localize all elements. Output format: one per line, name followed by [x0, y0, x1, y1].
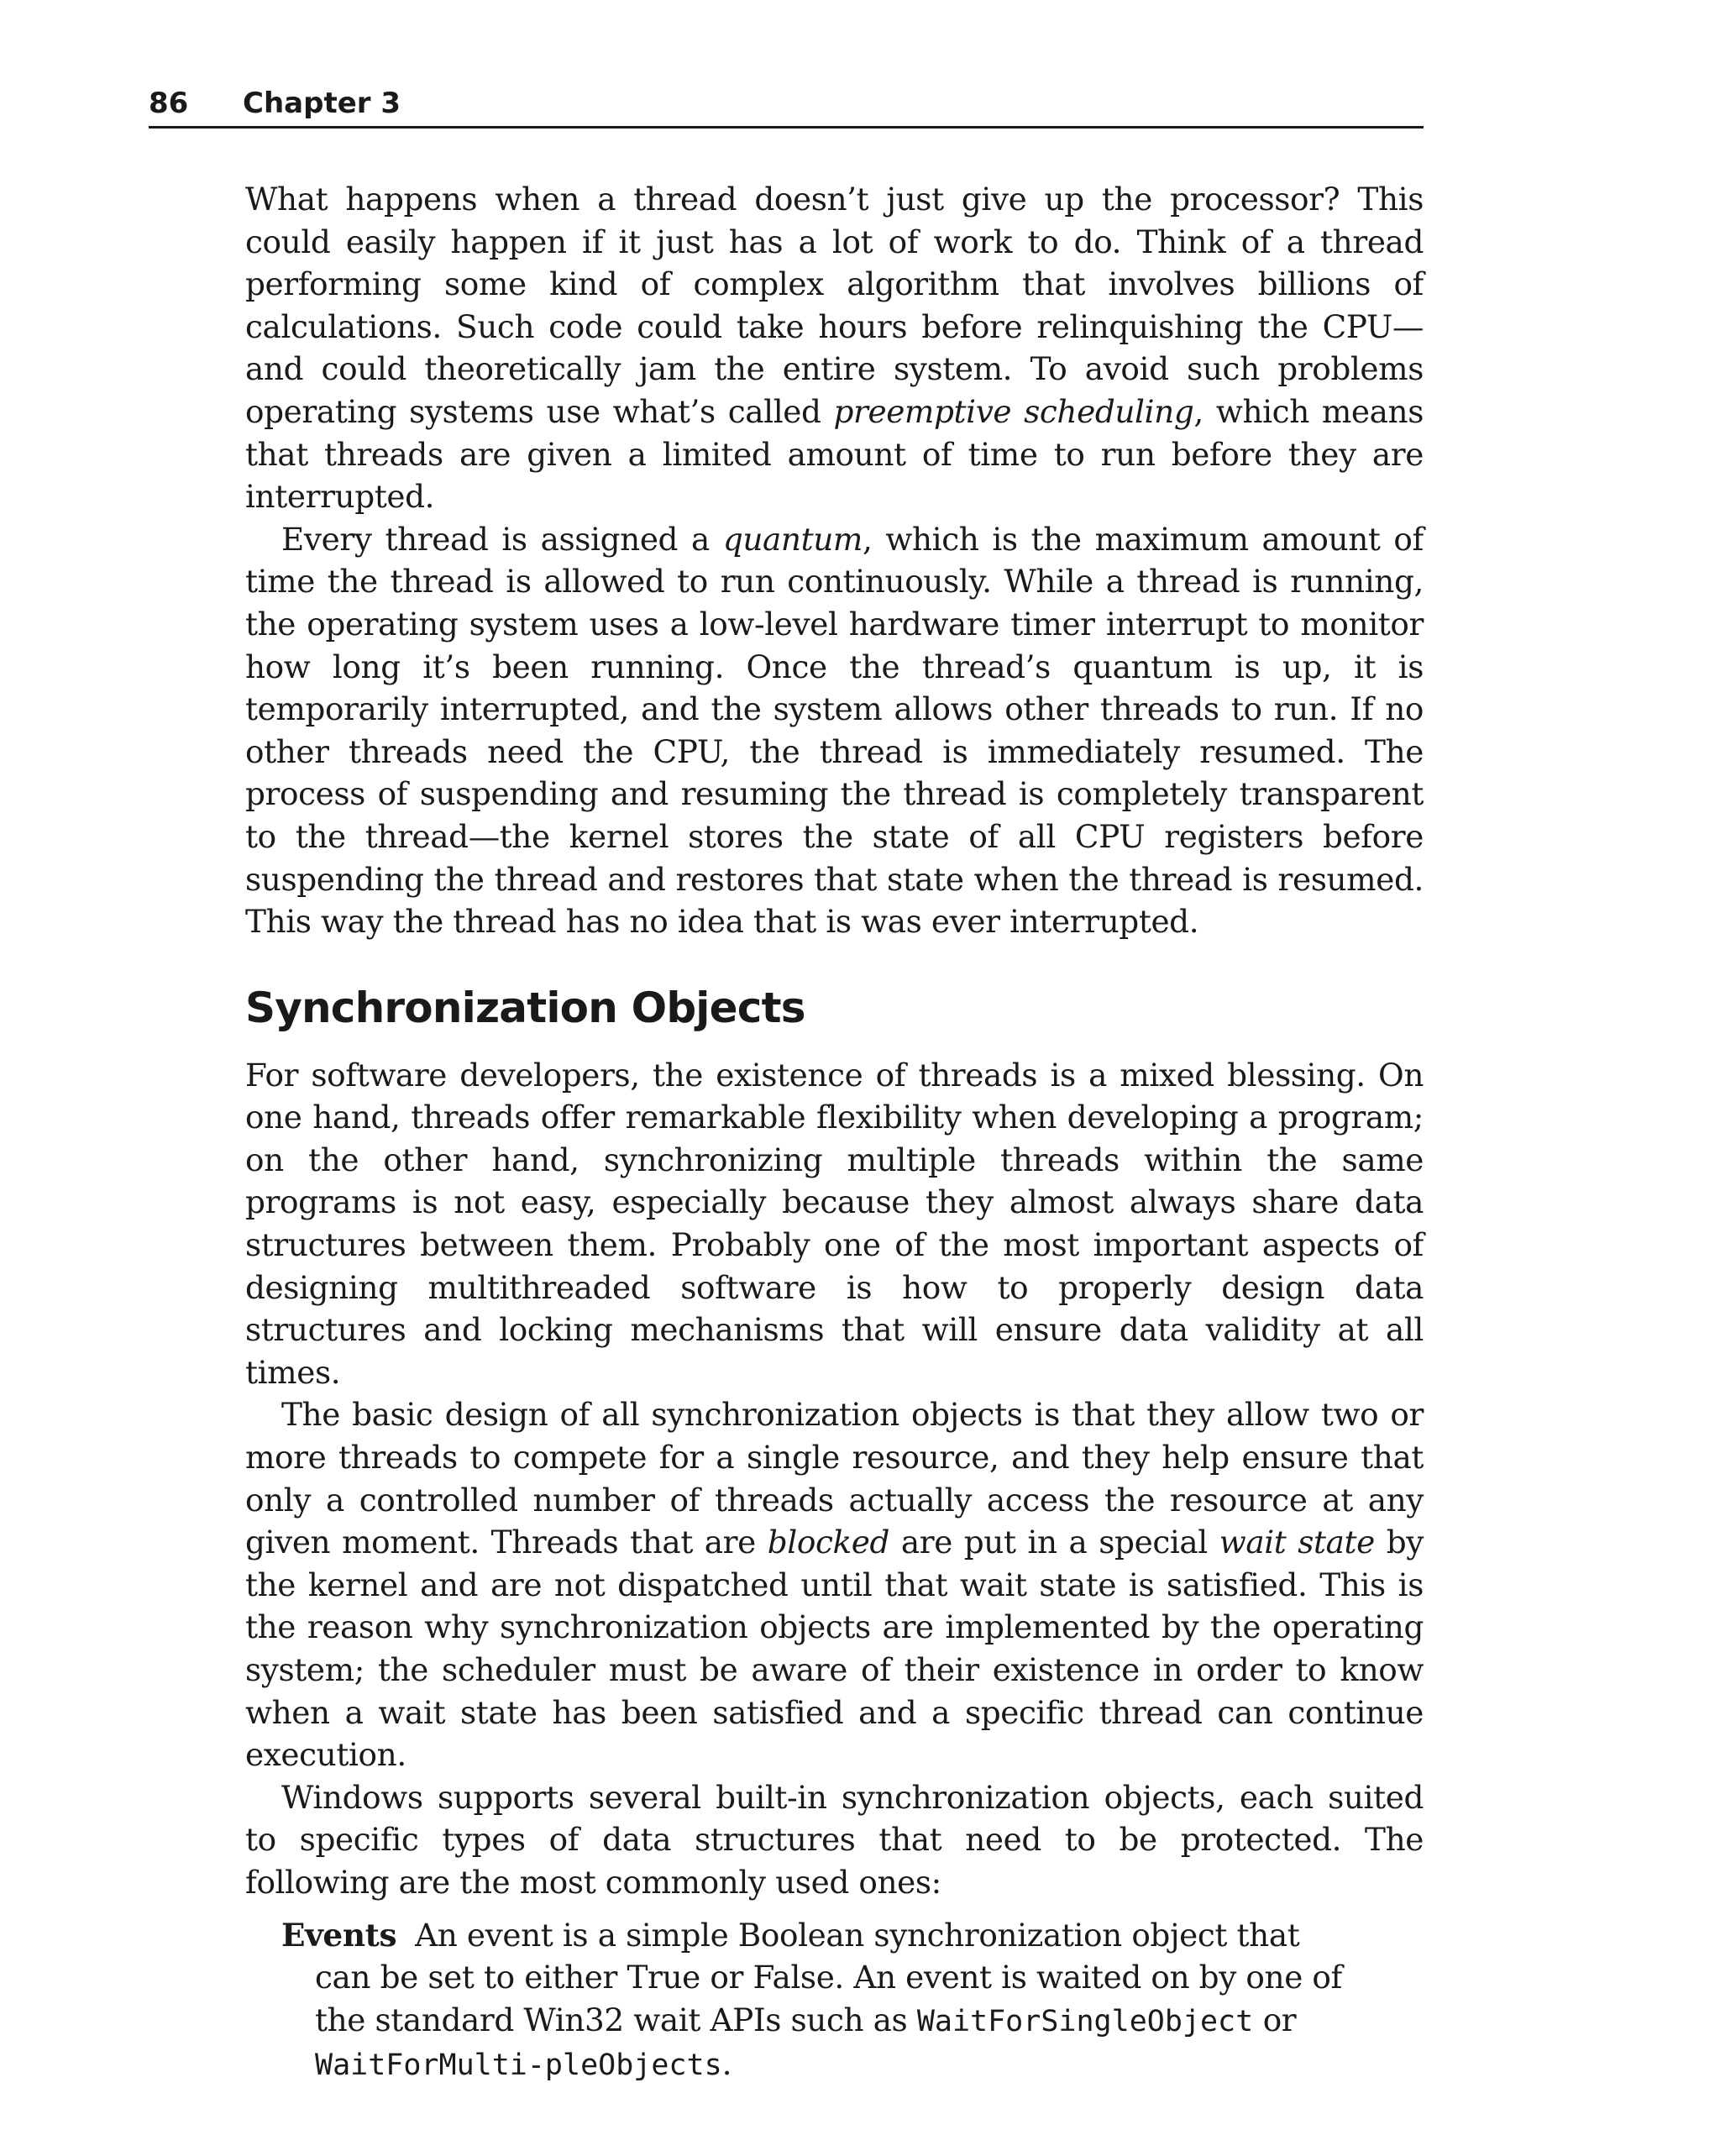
- term-quantum: quantum: [722, 520, 863, 558]
- paragraph-threads-mixed-blessing: For software developers, the existence of threads is a mixed blessing. On one hand, threads offer remarkable flexibility when developing a program; on the other hand, synchronizing multiple threads within the same programs is not easy, especially because they almost always share data structures between them. Probably one of the most important aspects of designing multithreaded software is how to properly design data structures and locking mechanisms that will ensure data validity at all times.: [245, 1056, 1424, 1391]
- chapter-label: Chapter 3: [243, 87, 401, 120]
- paragraph-sync-design: The basic design of all synchronization objects is that they allow two or more threads to compete for a single resource, and they help ensure that only a controlled number of threads actually access the resource at any given moment. Threads that are blocked are put in a special wait state by the kernel and are not dispatched until that wait state is satisfied. This is the reason why synchronization objects are implemented by the operating system; the scheduler must be aware of their existence in order to know when a wait state has been satisfied and a specific thread can continue execution.: [245, 1396, 1424, 1774]
- section-heading: Synchronization Objects: [245, 983, 805, 1032]
- page-number: 86: [149, 87, 189, 120]
- term-blocked: blocked: [767, 1524, 889, 1561]
- code-waitformultipleobjects: WaitForMulti-pleObjects: [315, 2048, 722, 2083]
- page-content: [245, 178, 1424, 2087]
- paragraph-windows-sync-objects: Windows supports several built-in synchronization objects, each suited to specific types of data structures that need to be protected. The following are the most commonly used ones:: [245, 1778, 1424, 1901]
- paragraph-quantum: Every thread is assigned a quantum, which is the maximum amount of time the thread is allowed to run continuously. While a thread is running, the operating system uses a low-level hardware timer interrupt to monitor how long it’s been running. Once the thread’s quantum is up, it is temporarily interrupted, and the system allows other threads to run. If no other threads need the CPU, the thread is immediately resumed. The process of suspending and resuming the thread is completely transparent to the thread—the kernel stores the state of all CPU registers before suspending the thread and restores that state when the thread is resumed. This way the thread has no idea that is was ever interrupted.: [245, 520, 1424, 941]
- paragraph-preemptive-scheduling: What happens when a thread doesn’t just give up the processor? This could easily happen if it just has a lot of work to do. Think of a thread performing some kind of complex algorithm that involves billions of calculations. Such code could take hours before relinquishing the CPU—and could theoretically jam the entire system. To avoid such problems operating systems use what’s called preemptive scheduling, which means that threads are given a limited amount of time to run before they are interrupted.: [245, 181, 1424, 516]
- definition-term-events: Events: [281, 1916, 397, 1954]
- definition-events: Events An event is a simple Boolean synchronization object that can be set to either True or False. An event is waited on by one of the standard Win32 wait APIs such as WaitForSingleObject or WaitForMulti-pleObjects.: [281, 1916, 1342, 2083]
- term-wait-state: wait state: [1219, 1524, 1375, 1561]
- running-head: [149, 81, 1424, 129]
- code-waitforsingleobject: WaitForSingleObject: [916, 2004, 1254, 2038]
- term-preemptive-scheduling: preemptive scheduling: [833, 392, 1194, 430]
